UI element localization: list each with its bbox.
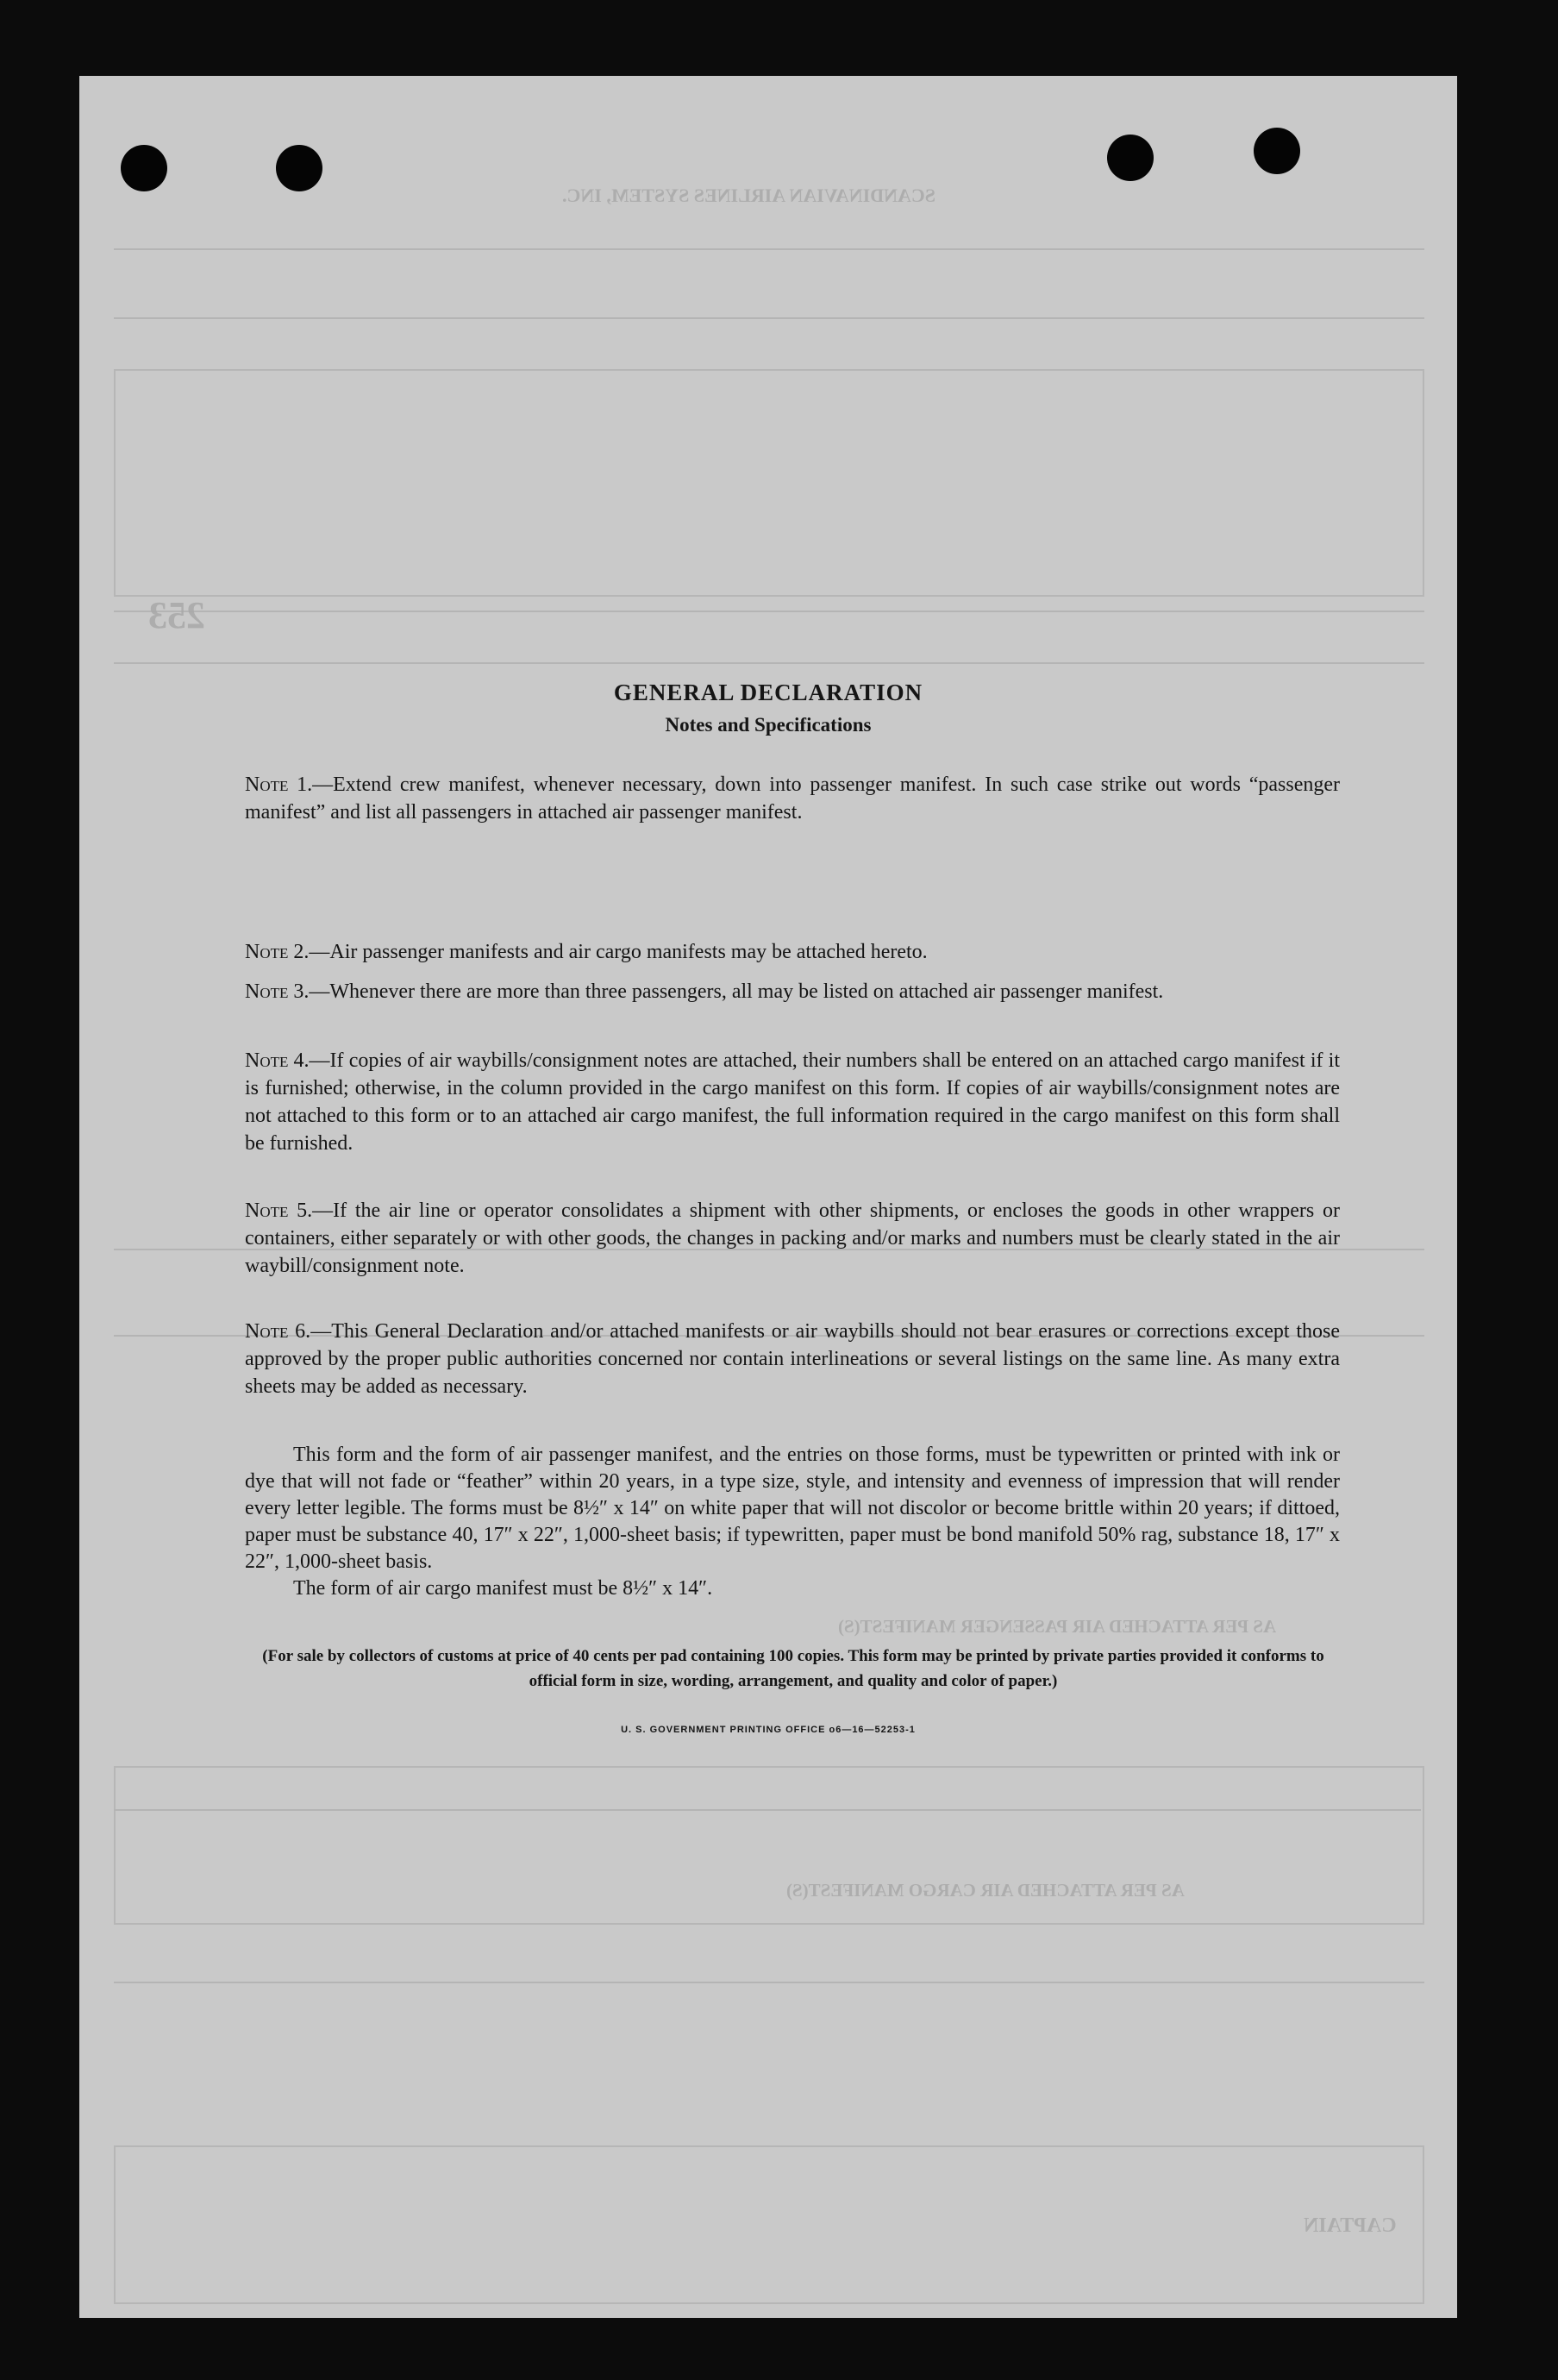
document-page [79,76,1457,2318]
note-6: Note 6.—This General Declaration and/or attached manifests or air waybills should not bear erasures or corrections except those approved by the proper public authorities concerned nor contain interlineations or several listings on the same line. As many extra sheets may be added as necessary. [245,1320,1340,1398]
printing-office-line: U. S. GOVERNMENT PRINTING OFFICE o6—16—52253-1 [621,1725,916,1735]
note-label: Note 3. [245,980,310,1003]
note-label: Note 2. [245,941,310,963]
note-4: Note 4.—If copies of air waybills/consignment notes are attached, their numbers shall be entered on an attached cargo manifest if it is furnished; otherwise, in the column provided in the cargo manifest on this form. If copies of air waybills/consignment notes are not attached to this form or to an attached air cargo manifest, the full information required in the cargo manifest on this form shall be furnished. [245,1049,1340,1155]
note-2: Note 2.—Air passenger manifests and air cargo manifests may be attached hereto. [245,941,928,963]
declaration-content [79,76,1457,2318]
note-label: Note 5. [245,1199,313,1222]
note-text: Extend crew manifest, whenever necessary, down into passenger manifest. In such case strike out words “passenger manifest” and list all passengers in attached air passenger manifest. [245,774,1340,824]
page-subtitle: Notes and Specifications [665,714,872,736]
note-label: Note 6. [245,1320,311,1343]
cargo-manifest-requirement: The form of air cargo manifest must be 8½″ x 14″. [293,1577,713,1600]
bleed-stamp: AS PER ATTACHED AIR CARGO MANIFEST(S) [786,1880,1185,1901]
note-label: Note 4. [245,1049,310,1072]
form-requirements-paragraph [245,1442,1340,1602]
page-title: GENERAL DECLARATION [613,680,923,705]
note-label: Note 1. [245,774,313,796]
bleed-number: 253 [148,594,205,636]
form-requirements-text: This form and the form of air passenger manifest, and the entries on those forms, must be typewritten or printed with ink or dye that will not fade or “feather” within 20 years, in a type size, style, and intensity and evenness of impression that will render every letter legible. The forms must be 8½″ x 14″ on white paper that will not discolor or become brittle within 20 years; if dittoed, paper must be substance 40, 17″ x 22″, 1,000-sheet basis; if typewritten, paper must be bond manifold 50% rag, substance 18, 17″ x 22″, 1,000-sheet basis. [245,1444,1340,1573]
note-text: If the air line or operator consolidates a shipment with other shipments, or encloses the goods in other wrappers or containers, either separately or with other goods, the changes in packing and/or marks and numbers must be clearly stated in the air waybill/consignment note. [245,1199,1340,1277]
note-1: Note 1.—Extend crew manifest, whenever necessary, down into passenger manifest. In such case strike out words “passenger manifest” and list all passengers in attached air passenger manifest. [245,774,1340,824]
note-text: This General Declaration and/or attached manifests or air waybills should not bear erasures or corrections except those approved by the proper public authorities concerned nor contain interlineations or several listings on the same line. As many extra sheets may be added as necessary. [245,1320,1340,1398]
note-text: Whenever there are more than three passengers, all may be listed on attached air passenger manifest. [329,980,1164,1003]
bleed-airline-text: SCANDINAVIAN AIRLINES SYSTEM, INC. [562,185,935,206]
note-5: Note 5.—If the air line or operator consolidates a shipment with other shipments, or encloses the goods in other wrappers or containers, either separately or with other goods, the changes in packing and/or marks and numbers must be clearly stated in the air waybill/consignment note. [245,1199,1340,1277]
sale-notice: (For sale by collectors of customs at price of 40 cents per pad containing 100 copies. This form may be printed by private parties provided it conforms to official form in size, wording, arrangement, and quality and color of paper.) [262,1647,1324,1690]
note-text: If copies of air waybills/consignment notes are attached, their numbers shall be entered on an attached cargo manifest if it is furnished; otherwise, in the column provided in the cargo manifest on this form. If copies of air waybills/consignment notes are not attached to this form or to an attached air cargo manifest, the full information required in the cargo manifest on this form shall be furnished. [245,1049,1340,1155]
bleed-captain: CAPTAIN [1304,2214,1397,2237]
note-text: Air passenger manifests and air cargo manifests may be attached hereto. [329,941,928,963]
note-3: Note 3.—Whenever there are more than three passengers, all may be listed on attached air passenger manifest. [245,980,1164,1003]
bleed-stamp: AS PER ATTACHED AIR PASSENGER MANIFEST(S) [838,1616,1277,1637]
